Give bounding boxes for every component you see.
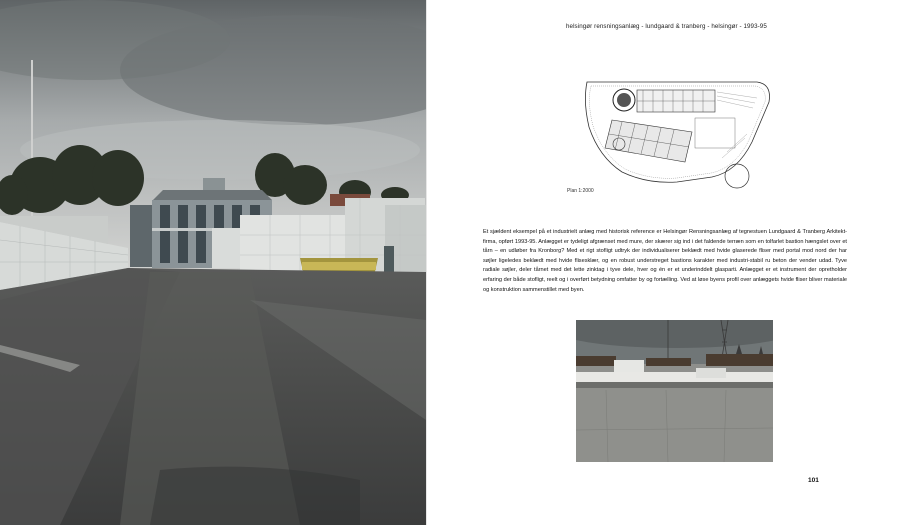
body-text: Et sjældent eksempel på et industrielt anlæg med historisk reference er Helsingør Rensningsanlæg af tegnestuen Lundgaard & Tranberg Arkitekt-firma, opført 1993-95. Anlægget er tydeligt afgrænset med mure, der skærer sig ind i det faldende terræn som en tolfarlet bastion hængslet over et tårn – en udløber fra Kronborg? Med et rigt stofligt udtryk der individualiserer beklædt med hvide glaserede fliser med portal mod nord der har søjler ligeledes beklædt med hvide flisesklær, og en robust understreget bastions karakter med industri-stabil ru beton der vender udad. Tyve radiale søjler, deler tårnet med det lette zinktag i tyve dele, hver og én er et underinddelt glasparti. Anlægget er et instrument der opretholder erfaring der både stofligt, reelt og i overført betydning omfatter by og fortælling. Ved at løse byens profil over anlæggets hvide fliser bliver materiale og konstruktion sammenstillet med byen. — [483, 229, 847, 293]
plan-caption: Plan 1:2000 — [567, 188, 594, 194]
running-head: helsingør rensningsanlæg - lundgaard & tranberg - helsingør - 1993-95 — [566, 23, 767, 30]
left-page-photograph — [0, 0, 426, 525]
page-number: 101 — [808, 477, 819, 484]
wall-photograph — [576, 320, 773, 462]
treatment-plant-photo — [0, 0, 426, 525]
site-plan-svg — [577, 72, 777, 192]
bastion-wall-photo — [576, 320, 773, 462]
right-page — [427, 0, 900, 525]
site-plan-drawing — [577, 72, 777, 192]
